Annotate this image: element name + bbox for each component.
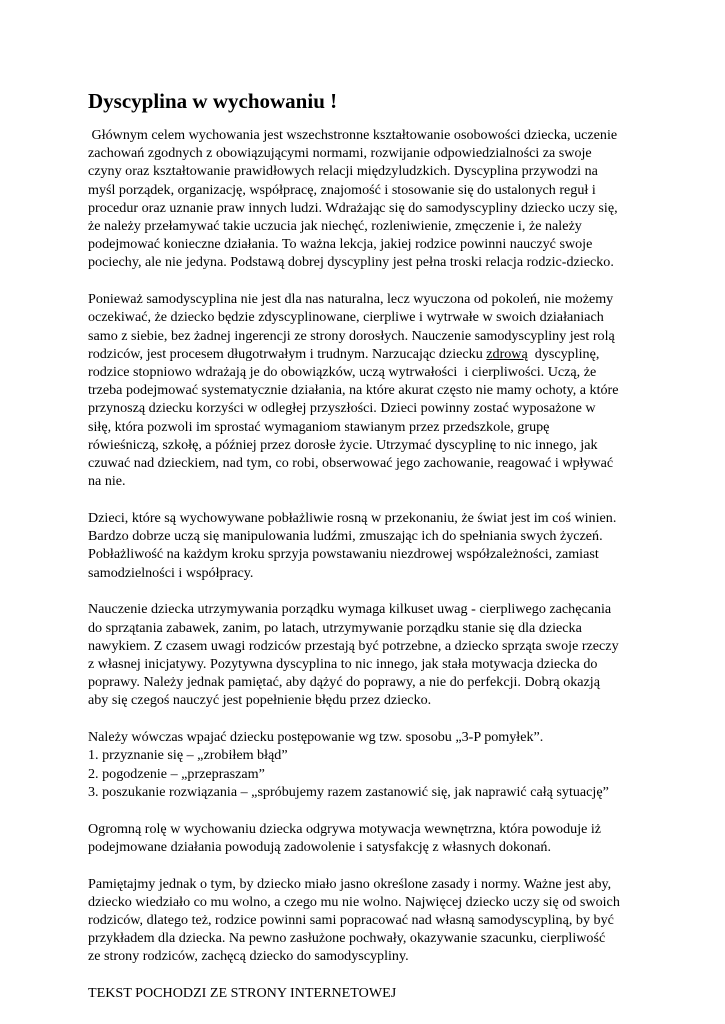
text-fragment: rodziców, jest procesem długotrwałym i trudnym. Narzucając dziecku — [88, 345, 487, 362]
paragraph-rules — [88, 875, 648, 966]
list-item: 1. przyznanie się – „zrobiłem błąd” — [88, 747, 288, 764]
text-line: do sprzątania zabawek, zanim, po latach, utrzymywanie porządku stanie się dla dziecka — [88, 619, 582, 636]
text-line: że należy przełamywać takie uczucia jak niechęć, rozleniwienie, zmęczenie i, że należy — [88, 218, 582, 235]
text-line: aby się czegoś nauczyć jest popełnienie błędu przez dziecko. — [88, 692, 432, 709]
paragraph-intro — [88, 126, 648, 272]
text-fragment: dyscyplinę, — [527, 345, 600, 362]
text-line-with-underline — [88, 345, 648, 363]
text-line: Pamiętajmy jednak o tym, by dziecko miało jasno określone zasady i normy. Ważne jest aby, — [88, 875, 612, 892]
text-line: rodziców, dlatego też, rodzice powinni sami popracować nad własną samodyscypliną, by być — [88, 912, 614, 929]
text-line: Ogromną rolę w wychowaniu dziecka odgrywa motywacja wewnętrzna, która powoduje iż — [88, 820, 602, 837]
underlined-word: zdrową — [486, 345, 528, 362]
paragraph-motivation — [88, 820, 648, 856]
document-body — [88, 126, 648, 1021]
text-line: samo z siebie, bez żadnej ingerencji ze strony dorosłych. Nauczenie samodyscypliny jest rolą — [88, 327, 615, 344]
text-line: podejmowane działania powodują zadowolenie i satysfakcję z własnych dokonań. — [88, 838, 551, 855]
text-line: z własnej inicjatywy. Pozytywna dyscyplina to nic innego, jak stała motywacja dziecka do — [88, 656, 598, 673]
text-line: Bardzo dobrze uczą się manipulowania ludźmi, zmuszając ich do spełniania swych życzeń. — [88, 528, 603, 545]
text-line: siłę, która pozwoli im sprostać wymaganiom stawianym przez przedszkole, grupę — [88, 418, 550, 435]
text-line: TEKST POCHODZI ZE STRONY INTERNETOWEJ — [88, 985, 397, 1002]
text-line: zachowań zgodnych z obowiązującymi normami, rozwijanie odpowiedzialności za swoje — [88, 145, 592, 162]
text-line: Nauczenie dziecka utrzymywania porządku wymaga kilkuset uwag - cierpliwego zachęcania — [88, 601, 612, 618]
text-line: czuwać nad dzieckiem, nad tym, co robi, obserwować jego zachowanie, reagować i wpływać — [88, 455, 614, 472]
text-line: Głównym celem wychowania jest wszechstronne kształtowanie osobowości dziecka, uczenie — [88, 127, 618, 143]
text-line: przykładem dla dziecka. Na pewno zasłużone pochwały, okazywanie szacunku, cierpliwość — [88, 930, 606, 947]
text-line: Pobłażliwość na każdym kroku sprzyja powstawaniu niezdrowej współzależności, zamiast — [88, 546, 599, 563]
text-line: dziecko wiedziało co mu wolno, a czego mu nie wolno. Najwięcej dziecko uczy się od swoich — [88, 893, 620, 910]
paragraph-permissive-parenting — [88, 509, 648, 582]
text-line: na nie. — [88, 473, 126, 490]
text-line: Ponieważ samodyscyplina nie jest dla nas naturalna, lecz wyuczona od pokoleń, nie możemy — [88, 291, 614, 308]
text-line: oczekiwać, że dziecko będzie zdyscyplinowane, cierpliwe i wytrwałe w swoich działaniach — [88, 309, 604, 326]
text-line: samodzielności i współpracy. — [88, 564, 254, 581]
list-item: 2. pogodzenie – „przepraszam” — [88, 765, 265, 782]
page-title: Dyscyplina w wychowaniu ! — [88, 89, 338, 113]
list-item: 3. poszukanie rozwiązania – „spróbujemy razem zastanowić się, jak naprawić całą sytuację” — [88, 783, 609, 800]
text-line: Dzieci, które są wychowywane pobłażliwie rosną w przekonaniu, że świat jest im coś winien. — [88, 510, 617, 527]
paragraph-self-discipline — [88, 290, 648, 490]
text-line: procedur oraz uznanie praw innych ludzi. Wdrażając się do samodyscypliny dziecko uczy się, — [88, 199, 618, 216]
text-line: rówieśniczą, szkołę, a później przez dorosłe życie. Utrzymać dyscyplinę to nic innego, jak — [88, 436, 598, 453]
text-line: trzeba podejmować systematycznie działania, na które akurat często nie mamy ochoty, a które — [88, 382, 619, 399]
text-line: poprawy. Należy jednak pamiętać, aby dążyć do poprawy, a nie do perfekcji. Dobrą okazją — [88, 674, 600, 691]
text-line: nawykiem. Z czasem uwagi rodziców przestają być potrzebne, a dziecko sprząta swoje rzeczy — [88, 637, 619, 654]
text-line: myśl porządek, organizację, współpracę, znajomość i stosowanie się do ustalonych reguł i — [88, 181, 596, 198]
paragraph-tidiness — [88, 600, 648, 709]
text-line: ze strony rodziców, zachęcą dziecko do samodyscypliny. — [88, 948, 409, 965]
text-line: Należy wówczas wpajać dziecku postępowanie wg tzw. sposobu „3-P pomyłek”. — [88, 729, 544, 746]
text-line: czyny oraz kształtowanie prawidłowych relacji międzyludzkich. Dyscyplina przywodzi na — [88, 163, 598, 180]
text-line: podejmować konieczne działania. To ważna lekcja, jakiej rodzice powinni nauczyć swoje — [88, 236, 593, 253]
paragraph-3p-method — [88, 728, 648, 801]
text-line: pociechy, ale nie jedyna. Podstawą dobrej dyscypliny jest pełna troski relacja rodzic-dziecko. — [88, 254, 614, 271]
text-line: rodzice stopniowo wdrażają je do obowiązków, uczą wytrwałości i cierpliwości. Uczą, że — [88, 364, 597, 381]
paragraph-source-note — [88, 984, 648, 1002]
text-line: przynoszą dziecku korzyści w odległej przyszłości. Dzieci powinny zostać wyposażone w — [88, 400, 596, 417]
